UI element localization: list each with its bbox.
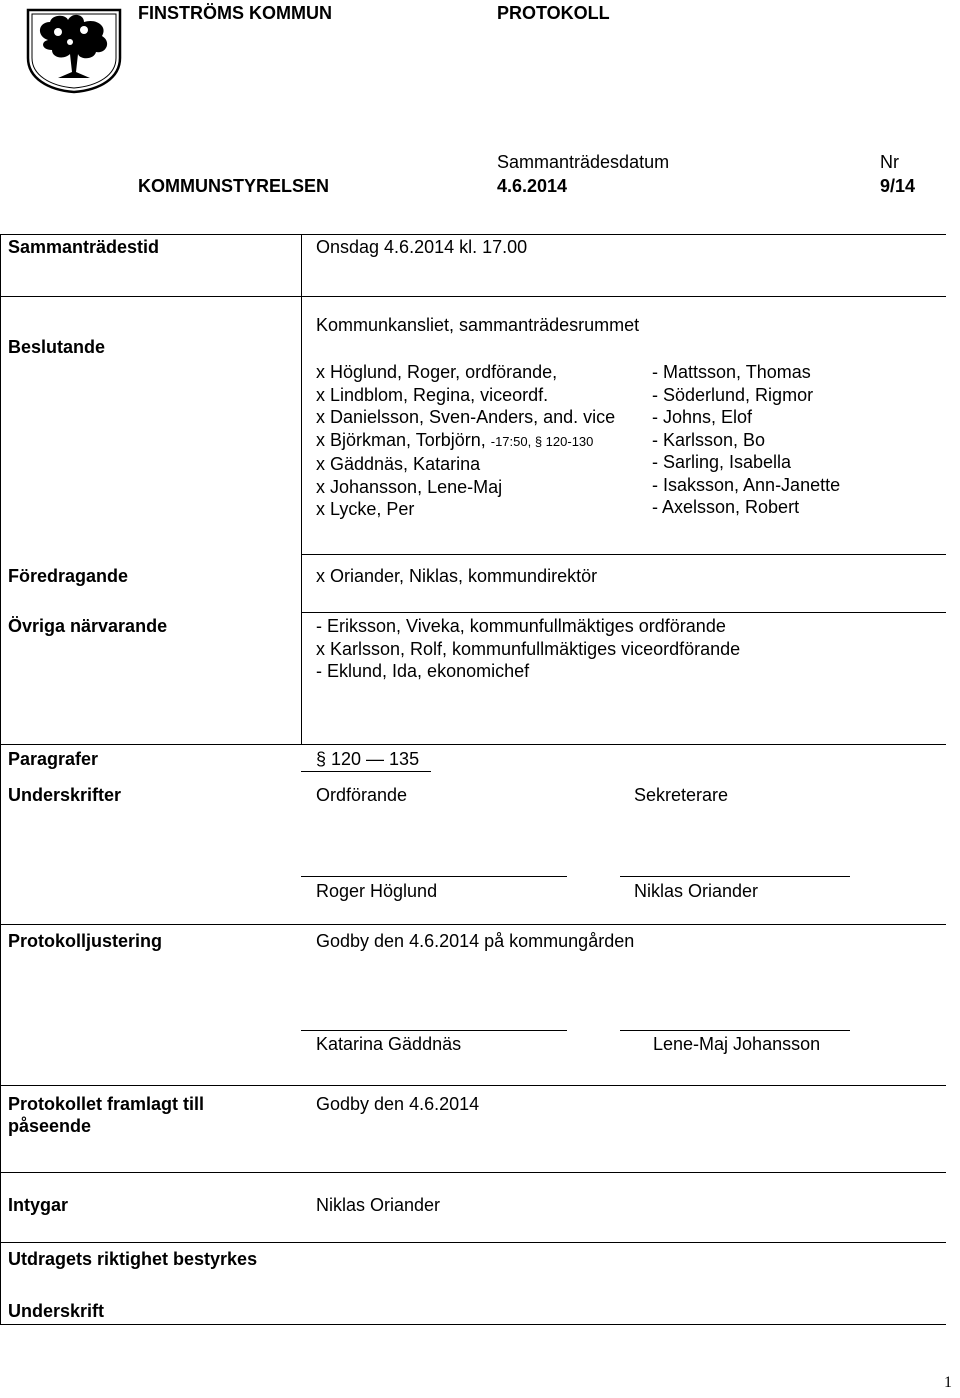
- meeting-time-label: Sammanträdestid: [8, 237, 160, 257]
- row-divider: [0, 1172, 946, 1173]
- municipal-crest-icon: [22, 6, 126, 94]
- paragrafer-label: Paragrafer: [8, 749, 99, 769]
- secretary-name: Niklas Oriander: [634, 881, 759, 901]
- underskrifter-label: Underskrifter: [8, 785, 122, 805]
- row-divider: [301, 612, 946, 613]
- municipality-name: FINSTRÖMS KOMMUN: [138, 3, 332, 23]
- table-top-border: [0, 234, 946, 235]
- justerare-name-1: Katarina Gäddnäs: [316, 1034, 462, 1054]
- list-item: x Lycke, Per: [316, 499, 415, 519]
- list-item: - Mattsson, Thomas: [652, 362, 811, 382]
- signature-line: [620, 876, 850, 877]
- framlagt-value: Godby den 4.6.2014: [316, 1094, 480, 1114]
- list-item: - Sarling, Isabella: [652, 452, 792, 472]
- list-item: x Karlsson, Rolf, kommunfullmäktiges viceordförande: [316, 638, 741, 659]
- utdrag-label: Utdragets riktighet bestyrkes: [8, 1249, 258, 1269]
- justerare-name-2: Lene-Maj Johansson: [653, 1034, 821, 1054]
- chairman-name: Roger Höglund: [316, 881, 438, 901]
- beslutande-right-list: [652, 361, 840, 519]
- intygar-value: Niklas Oriander: [316, 1195, 441, 1215]
- framlagt-label-line2: påseende: [8, 1116, 92, 1136]
- foredragande-label: Föredragande: [8, 566, 129, 586]
- list-item: - Eriksson, Viveka, kommunfullmäktiges ordförande: [316, 616, 726, 636]
- list-item: x Danielsson, Sven-Anders, and. vice: [316, 407, 616, 427]
- list-item: x Johansson, Lene-Maj: [316, 476, 503, 497]
- underskrift-label: Underskrift: [8, 1301, 105, 1321]
- ovriga-label: Övriga närvarande: [8, 616, 168, 636]
- list-item: - Eklund, Ida, ekonomichef: [316, 661, 530, 681]
- beslutande-left-list: [316, 361, 615, 521]
- signature-line: [620, 1030, 850, 1031]
- foredragande-value: x Oriander, Niklas, kommundirektör: [316, 566, 598, 586]
- row-divider: [301, 554, 946, 555]
- table-bottom-border: [0, 1324, 946, 1325]
- paragrafer-value: § 120 — 135: [316, 749, 420, 769]
- list-item: - Isaksson, Ann-Janette: [652, 474, 841, 495]
- meeting-time-value: Onsdag 4.6.2014 kl. 17.00: [316, 237, 528, 257]
- list-item: - Karlsson, Bo: [652, 429, 766, 450]
- paragrafer-underline: [301, 771, 431, 772]
- beslutande-label: Beslutande: [8, 337, 106, 357]
- row-divider: [0, 1242, 946, 1243]
- list-item: [316, 429, 615, 454]
- list-item: x Gäddnäs, Katarina: [316, 454, 481, 474]
- list-item: x Lindblom, Regina, viceordf.: [316, 384, 549, 405]
- chairman-role: Ordförande: [316, 785, 408, 805]
- justering-label: Protokolljustering: [8, 931, 163, 951]
- attendance-note: -17:50, § 120-130: [490, 433, 594, 449]
- meeting-date-value: 4.6.2014: [497, 176, 568, 196]
- number-label: Nr: [880, 152, 899, 172]
- document-type: PROTOKOLL: [497, 3, 610, 23]
- signature-line: [301, 1030, 567, 1031]
- page-number: 1: [944, 1374, 952, 1391]
- list-item: - Söderlund, Rigmor: [652, 384, 814, 405]
- framlagt-label-line1: Protokollet framlagt till: [8, 1094, 205, 1114]
- table-left-border: [0, 234, 1, 1324]
- row-divider: [0, 744, 946, 745]
- list-item: x Höglund, Roger, ordförande,: [316, 362, 558, 382]
- meeting-place: Kommunkansliet, sammanträdesrummet: [316, 315, 640, 335]
- list-item-name: x Björkman, Torbjörn,: [316, 429, 491, 450]
- row-divider: [0, 296, 946, 297]
- number-value: 9/14: [880, 176, 916, 196]
- list-item: - Johns, Elof: [652, 407, 753, 427]
- secretary-role: Sekreterare: [634, 785, 729, 805]
- list-item: - Axelsson, Robert: [652, 497, 800, 517]
- column-divider: [301, 234, 302, 744]
- ovriga-list: [316, 615, 740, 683]
- row-divider: [0, 1085, 946, 1086]
- justering-value: Godby den 4.6.2014 på kommungården: [316, 931, 635, 951]
- intygar-label: Intygar: [8, 1195, 69, 1215]
- row-divider: [0, 924, 946, 925]
- board-name: KOMMUNSTYRELSEN: [138, 176, 330, 196]
- signature-line: [301, 876, 567, 877]
- meeting-date-label: Sammanträdesdatum: [497, 152, 670, 172]
